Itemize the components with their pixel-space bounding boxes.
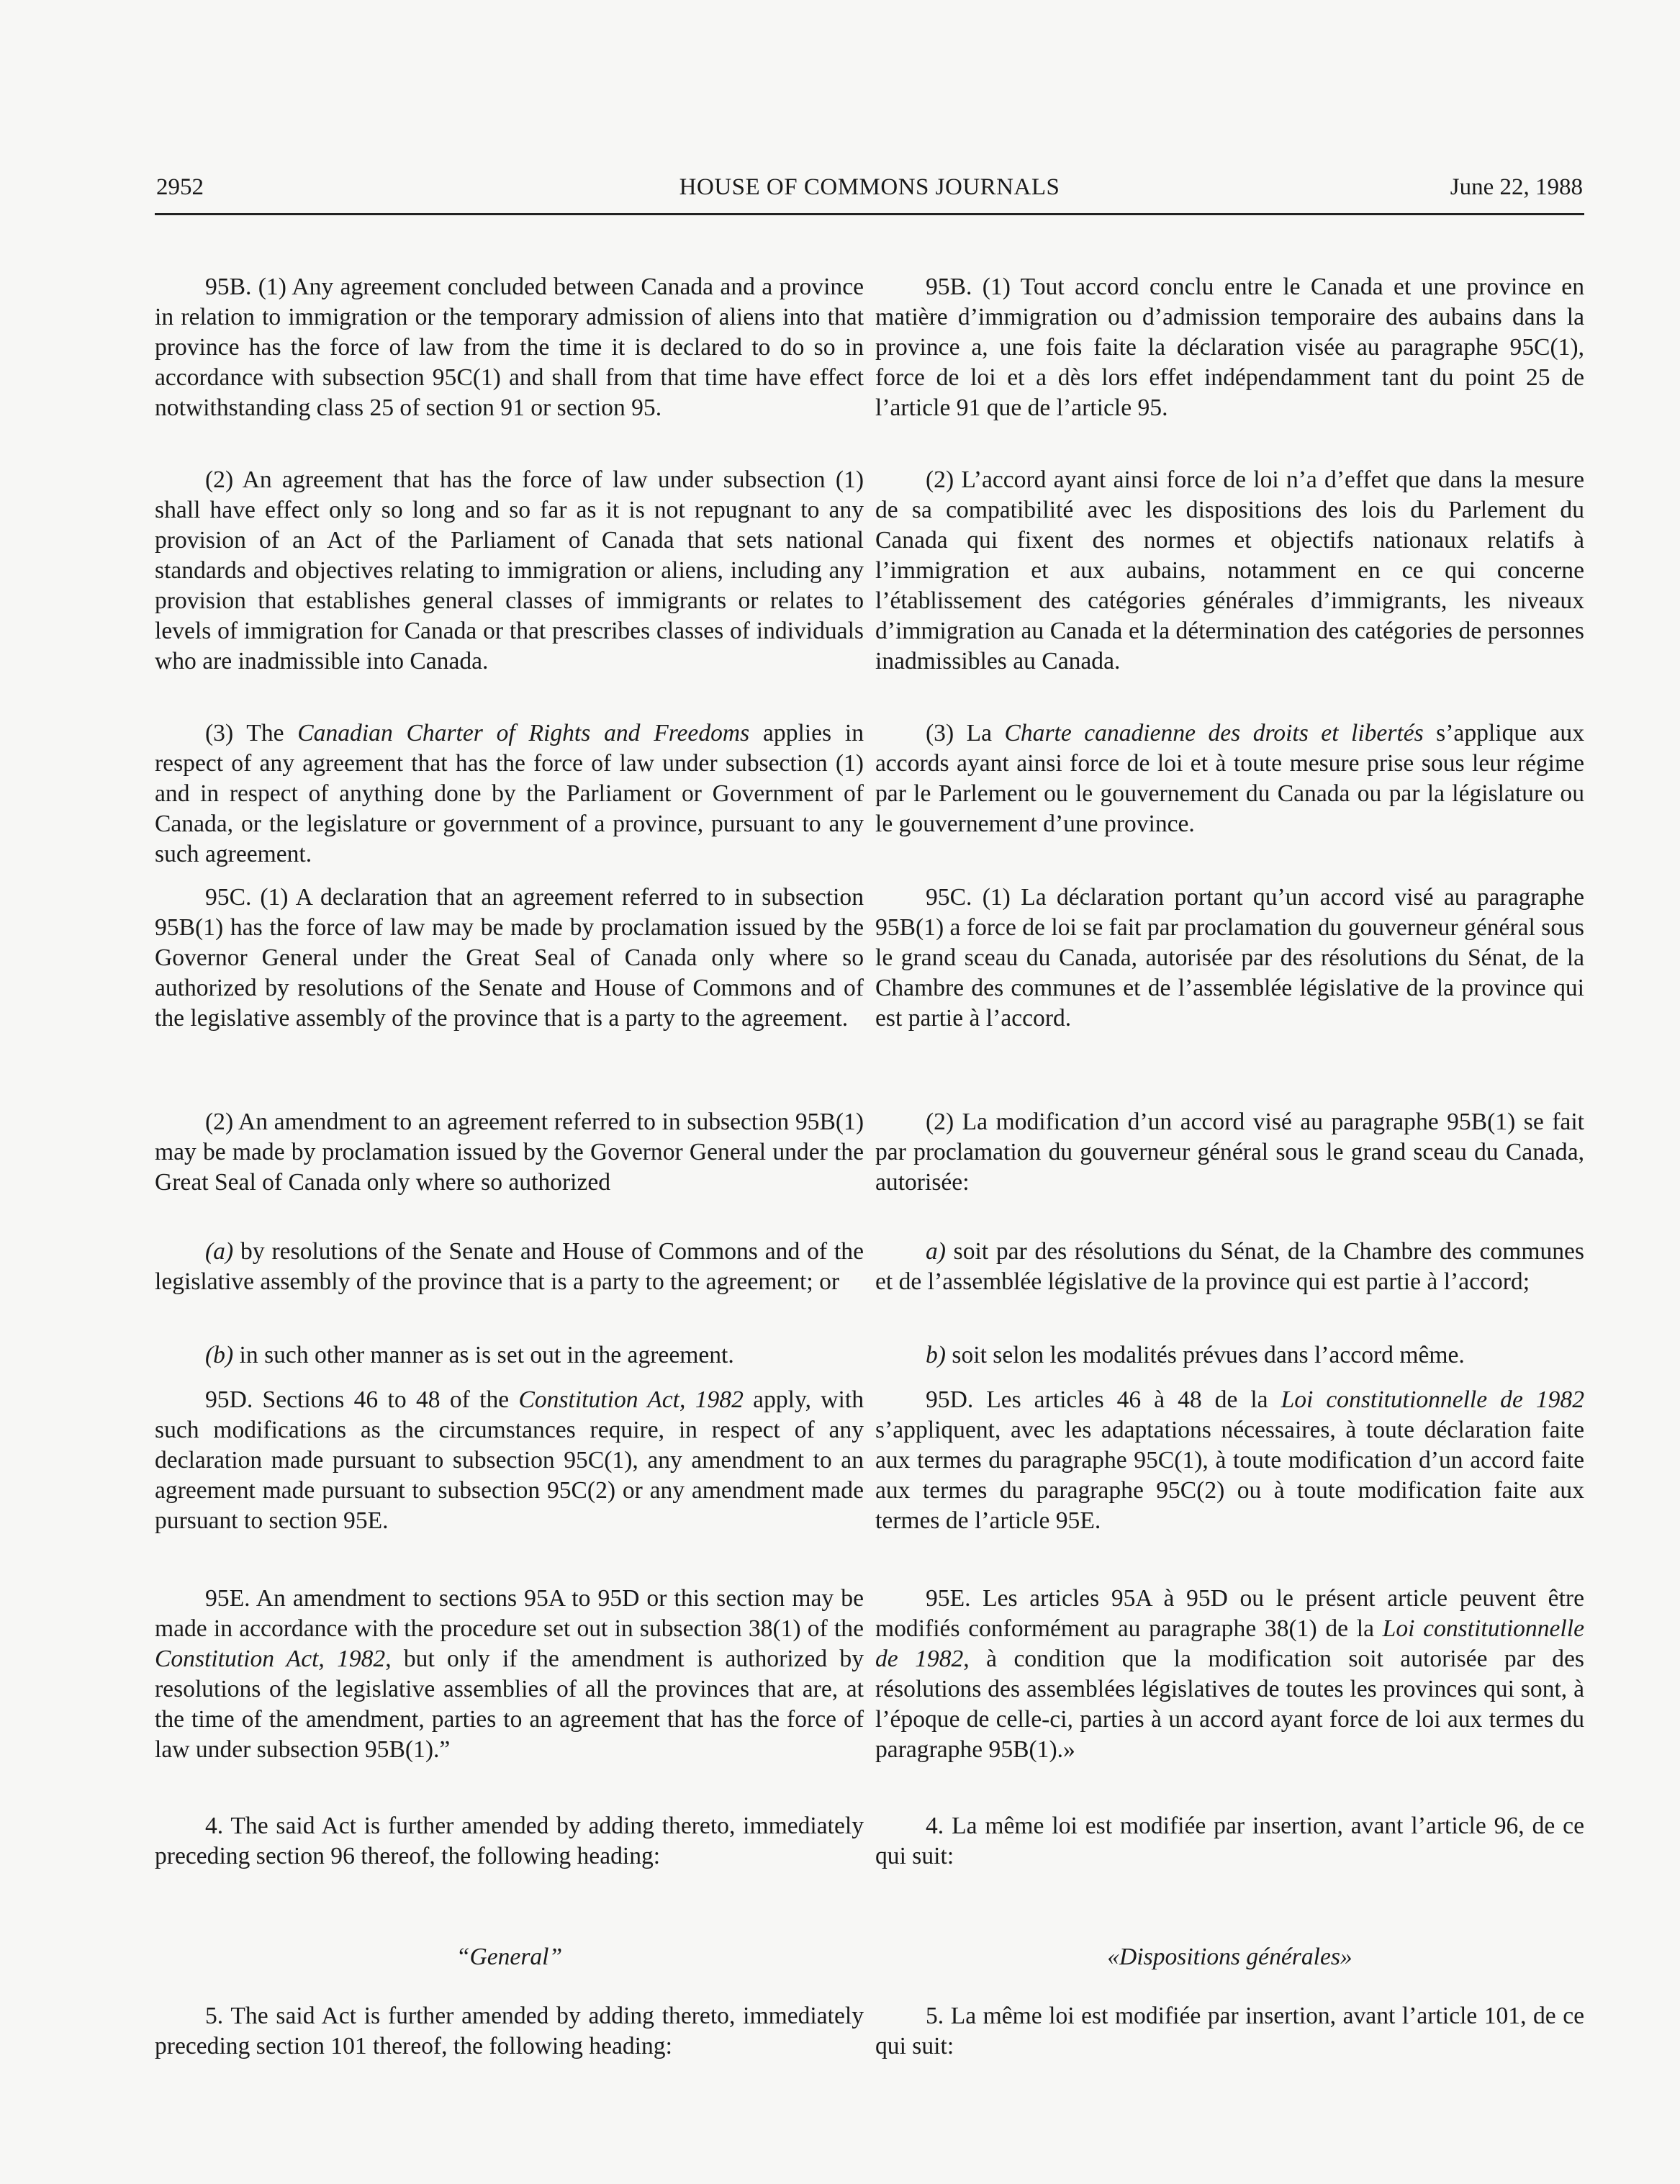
en-paragraph-95C2: (2) An amendment to an agreement referred to in subsection 95B(1) may be made by proclamation issued by the Governor General under the Great Seal of Canada only where so authorized [155,1109,864,1196]
en-paragraph-95B2: (2) An agreement that has the force of law under subsection (1) shall have effect only so long and so far as it is not repugnant to any provision of an Act of the Parliament of Canada that sets national standards and objectives relating to immigration or aliens, including any provision that establishes general classes of immigrants or relates to levels of immigration for Canada or that prescribes classes of individuals who are inadmissible into Canada. [155,466,864,674]
en-95B3-text-b: applies in respect of any agreement that has the force of law under subsection (1) and in respect of anything done by the Parliament or Government of Canada, or the legislature or government of a province, pursuant to any such agreement. [155,720,864,867]
fr-section-95C1 [875,883,1584,1034]
fr-item-a-label: a) [926,1238,946,1265]
fr-95E-text-b: , à condition que la modification soit autorisée par des résolutions des assemblées législatives de toutes les provinces qui sont, à l’époque de celle-ci, parties à un accord ayant force de loi aux termes du paragraphe 95B(1).» [875,1646,1585,1763]
page-header [155,173,1584,215]
fr-paragraph-5: 5. La même loi est modifiée par insertion, avant l’article 101, de ce qui suit: [875,2003,1584,2059]
page-number: 2952 [156,174,204,200]
fr-95B3-text-b: s’applique aux accords ayant ainsi force de loi et à toute mesure prise sous leur régime par le Parlement ou le gouvernement du Canada ou par la législature ou le gouvernement d’une province. [875,720,1584,837]
fr-item-a-text: soit par des résolutions du Sénat, de la Chambre des communes et de l’assemblée législative de la province qui est partie à l’accord; [875,1238,1584,1295]
fr-paragraph-95B1: 95B. (1) Tout accord conclu entre le Canada et une province en matière d’immigration ou d’admission temporaire des aubains dans la province a, une fois faite la déclaration visée au paragraphe 95C(1), force de loi et a dès lors effet indépendamment tant du point 25 de l’article 91 que de l’article 95. [875,274,1584,421]
fr-paragraph-95C2b [875,1340,1584,1371]
en-heading-general: “General” [456,1944,563,1970]
en-item-b-label: (b) [205,1342,234,1368]
fr-charter-title: Charte canadienne des droits et libertés [1004,720,1424,746]
en-paragraph-95B3 [155,718,864,870]
fr-paragraph-95C2a [875,1237,1584,1297]
journal-title: HOUSE OF COMMONS JOURNALS [679,174,1060,200]
en-section-95B1 [155,272,864,423]
en-paragraph-4: 4. The said Act is further amended by adding thereto, immediately preceding section 96 thereof, the following heading: [155,1813,864,1869]
fr-paragraph-95B3 [875,718,1584,839]
en-95D-text-b: apply, with such modifications as the circumstances require, in respect of any declaration made pursuant to subsection 95C(1), any amendment to an agreement made pursuant to subsection 95C(2) or any amendment made pursuant to section 95E. [155,1386,864,1534]
en-section-95C2b [155,1340,864,1371]
en-95D-act-title: Constitution Act, 1982 [518,1386,744,1413]
fr-section-95B2 [875,465,1584,677]
french-column [875,272,1584,2144]
en-95E-act-title: Constitution Act, 1982 [155,1646,386,1672]
en-paragraph-95C1: 95C. (1) A declaration that an agreement referred to in subsection 95B(1) has the force of law may be made by proclamation issued by the Governor General under the Great Seal of Canada only where so authorized by resolutions of the Senate and House of Commons and of the legislative assembly of the province that is a party to the agreement. [155,884,864,1032]
fr-section-4 [875,1811,1584,1872]
en-95D-text-a: 95D. Sections 46 to 48 of the [205,1386,519,1413]
en-section-95B2 [155,465,864,677]
fr-section-5 [875,2001,1584,2062]
en-95E-text-b: , but only if the amendment is authorized by resolutions of the legislative assemblies of all the provinces that are, at the time of the amendment, parties to an agreement that has the force of law under subsection 95B(1).” [155,1646,864,1763]
en-95B3-text-a: (3) The [205,720,298,746]
en-section-95C2a [155,1237,864,1297]
fr-heading-general: «Dispositions générales» [1107,1944,1352,1970]
fr-section-95D [875,1385,1584,1536]
fr-paragraph-4: 4. La même loi est modifiée par insertion, avant l’article 96, de ce qui suit: [875,1813,1584,1869]
en-paragraph-95C2b [155,1340,864,1371]
en-section-95D [155,1385,864,1536]
fr-95E-act-title: Loi constitutionnelle de 1982 [875,1615,1584,1672]
en-section-95C1 [155,883,864,1034]
fr-paragraph-95C1: 95C. (1) La déclaration portant qu’un accord visé au paragraphe 95B(1) a force de loi se fait par proclamation du gouverneur général sous le grand sceau du Canada, autorisée par des résolutions du Sénat, de la Chambre des communes et de l’assemblée législative de la province qui est partie à l’accord. [875,884,1584,1032]
en-paragraph-95B1: 95B. (1) Any agreement concluded between Canada and a province in relation to immigration or the temporary admission of aliens into that province has the force of law from the time it is declared to do so in accordance with subsection 95C(1) and shall from that time have effect notwithstanding class 25 of section 91 or section 95. [155,274,864,421]
fr-section-95B1 [875,272,1584,423]
en-section-95E [155,1584,864,1765]
fr-paragraph-95E [875,1584,1584,1765]
fr-item-b-text: soit selon les modalités prévues dans l’accord même. [945,1342,1465,1368]
fr-paragraph-95B2: (2) L’accord ayant ainsi force de loi n’a d’effet que dans la mesure de sa compatibilité avec les dispositions des lois du Parlement du Canada qui fixent des normes et objectifs nationaux relatifs à l’immigration et aux aubains, notamment en ce qui concerne l’établissement des catégories générales d’immigrants, les niveaux d’immigration au Canada et la détermination des catégories de personnes inadmissibles au Canada. [875,466,1584,674]
en-section-95B3 [155,718,864,870]
en-95E-text-a: 95E. An amendment to sections 95A to 95D or this section may be made in accordance with the procedure set out in subsection 38(1) of the [155,1585,864,1642]
fr-95D-act-title: Loi constitutionnelle de 1982 [1281,1386,1584,1413]
fr-95B3-text-a: (3) La [926,720,1005,746]
en-item-a-text: by resolutions of the Senate and House of Commons and of the legislative assembly of the province that is a party to the agreement; or [155,1238,864,1295]
fr-section-95C2a [875,1237,1584,1297]
en-paragraph-95E [155,1584,864,1765]
fr-section-95B3 [875,718,1584,839]
en-section-4 [155,1811,864,1872]
fr-section-95E [875,1584,1584,1765]
fr-item-b-label: b) [926,1342,946,1368]
en-paragraph-95C2a [155,1237,864,1297]
fr-section-95C2b [875,1340,1584,1371]
en-item-b-text: in such other manner as is set out in the agreement. [233,1342,734,1368]
english-column [155,272,864,2144]
en-item-a-label: (a) [205,1238,234,1265]
fr-section-95C2 [875,1107,1584,1198]
en-paragraph-95D [155,1385,864,1536]
fr-95D-text-a: 95D. Les articles 46 à 48 de la [926,1386,1281,1413]
en-heading-block [155,1942,864,1972]
en-section-95C2 [155,1107,864,1198]
fr-paragraph-95C2: (2) La modification d’un accord visé au paragraphe 95B(1) se fait par proclamation du gouverneur général sous le grand sceau du Canada, autorisée: [875,1109,1584,1196]
fr-95E-text-a: 95E. Les articles 95A à 95D ou le présent article peuvent être modifiés conformément au paragraphe 38(1) de la [875,1585,1584,1642]
en-section-5 [155,2001,864,2062]
fr-paragraph-95D [875,1385,1584,1536]
en-paragraph-5: 5. The said Act is further amended by adding thereto, immediately preceding section 101 thereof, the following heading: [155,2003,864,2059]
en-charter-title: Canadian Charter of Rights and Freedoms [297,720,750,746]
page-date: June 22, 1988 [1450,174,1583,200]
fr-95D-text-b: s’appliquent, avec les adaptations nécessaires, à toute déclaration faite aux termes du paragraphe 95C(1), à toute modification d’un accord faite aux termes du paragraphe 95C(2) ou à toute modification faite aux termes de l’article 95E. [875,1417,1584,1534]
fr-heading-block [875,1942,1584,1972]
